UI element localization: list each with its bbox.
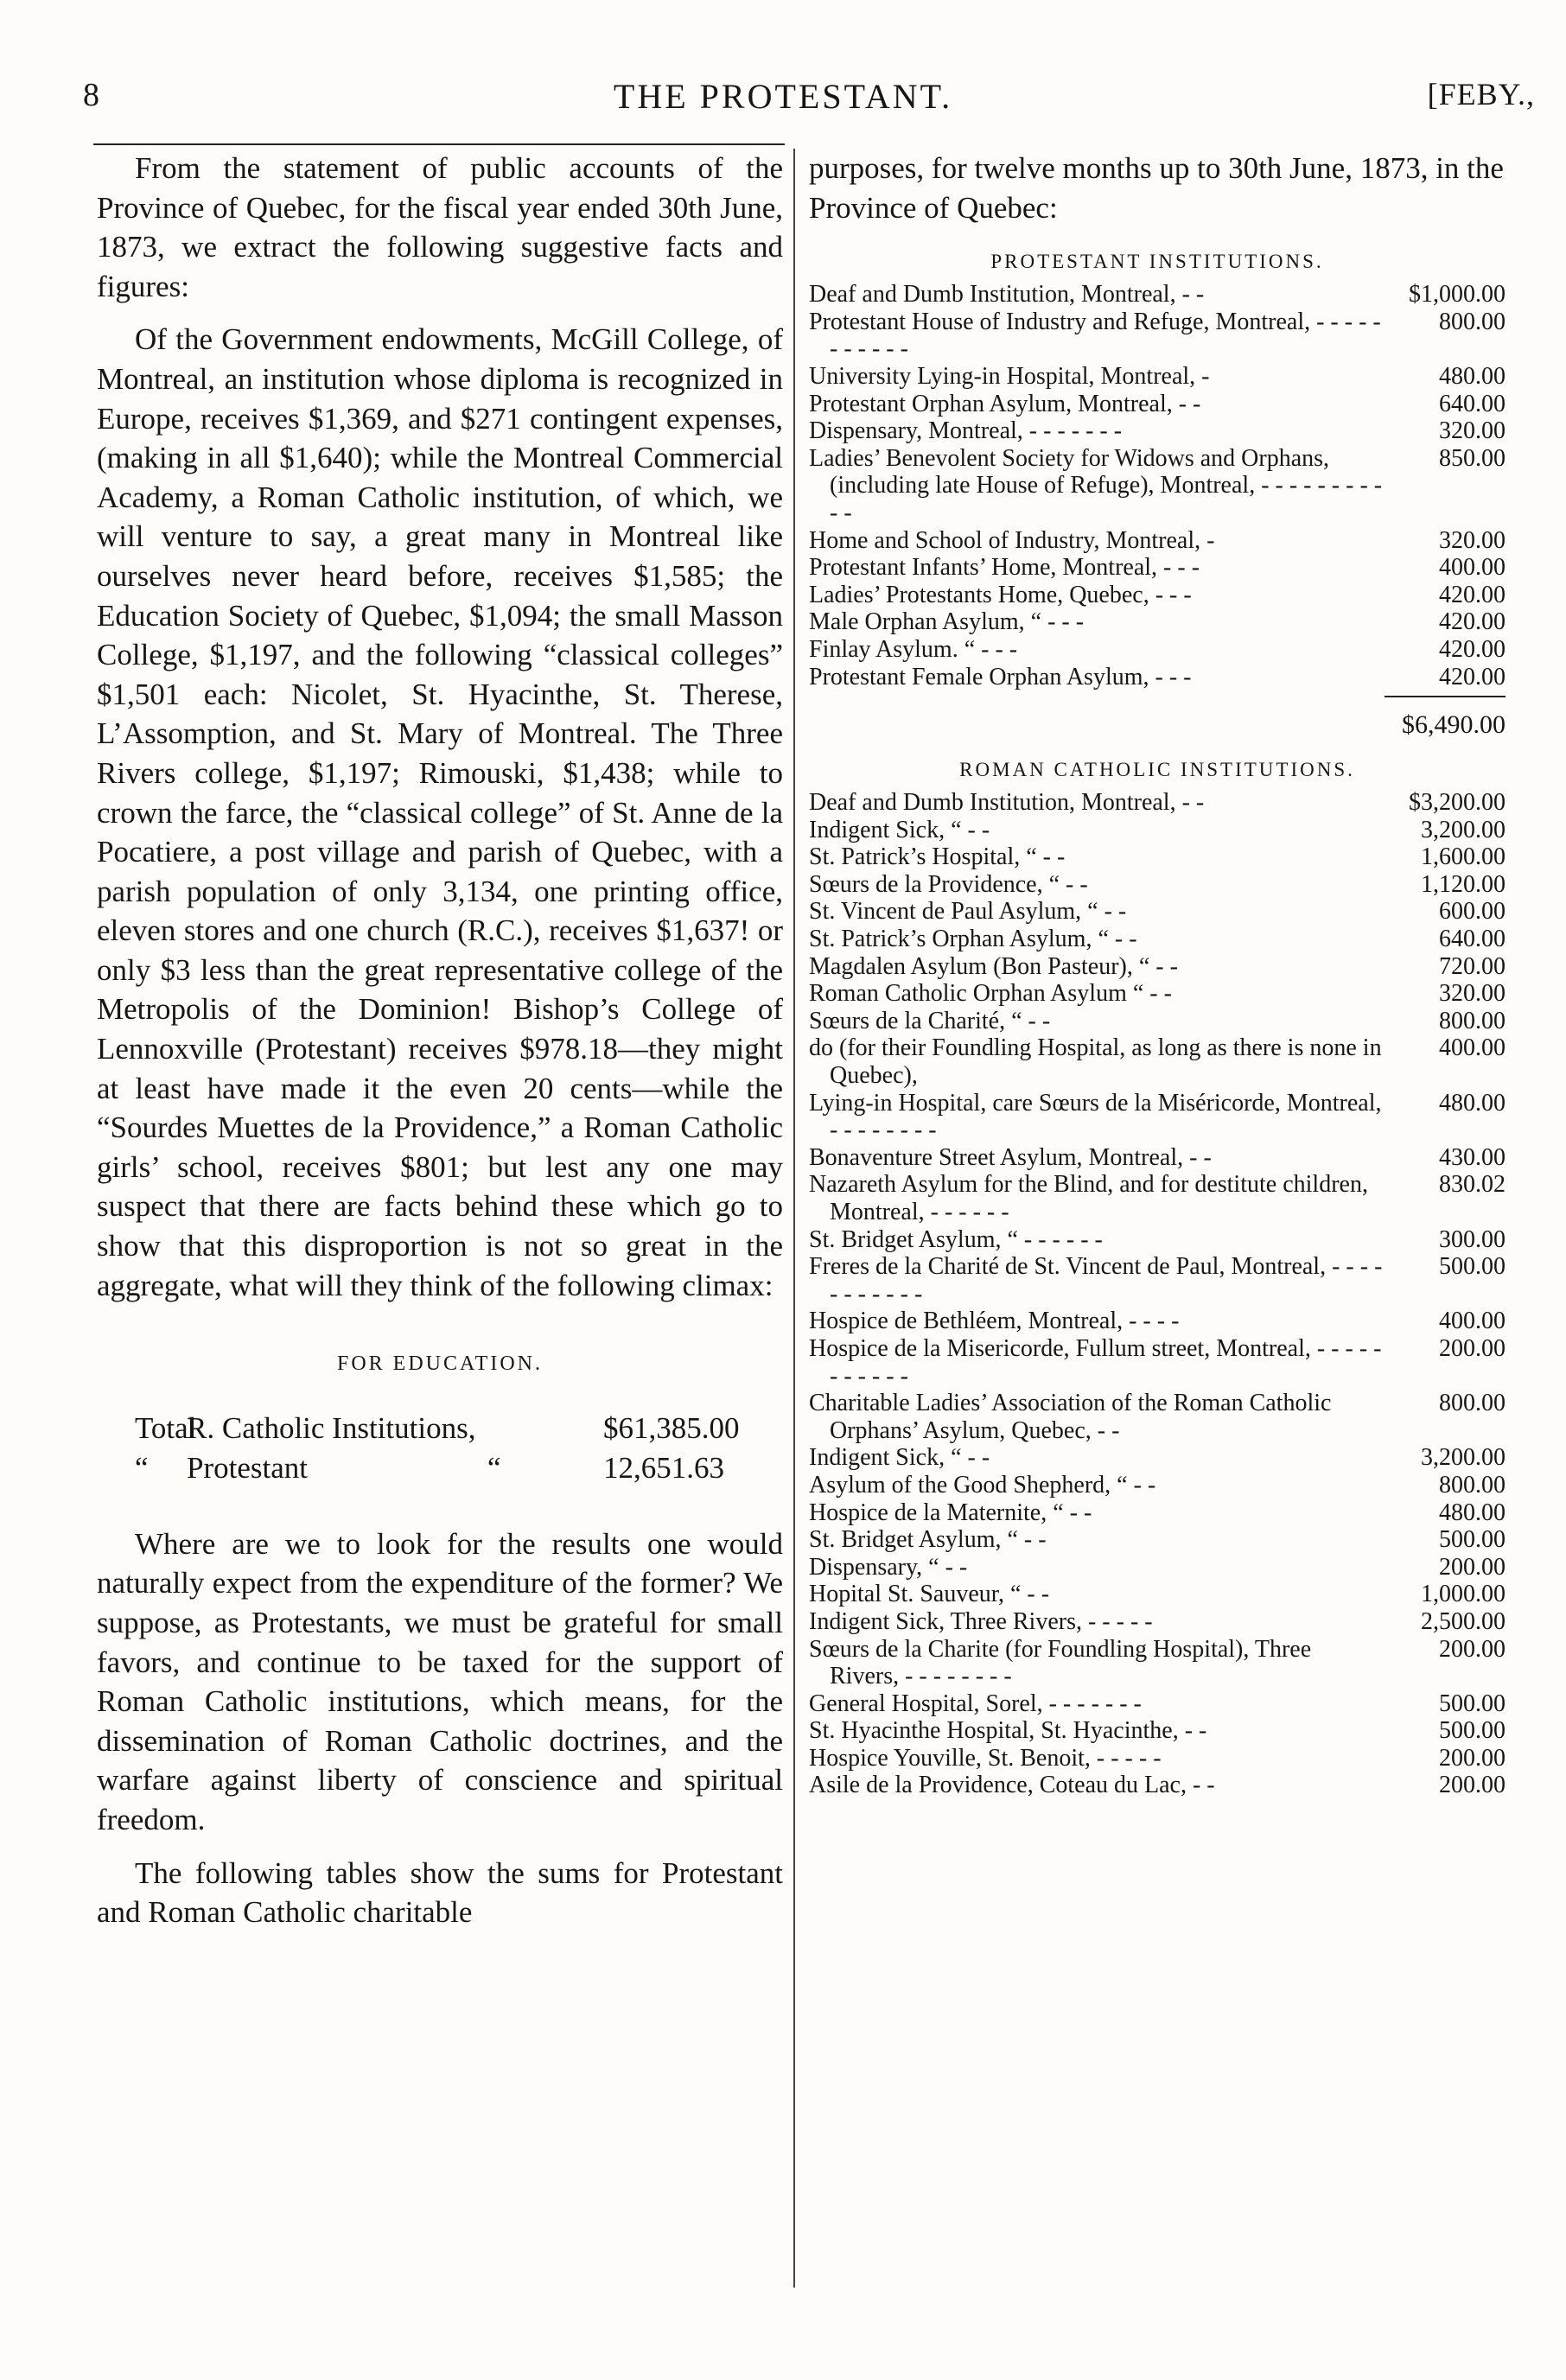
total-amount: $61,385.00: [603, 1410, 740, 1445]
institution-name: Hospice de la Maternite, “ - -: [809, 1499, 1092, 1526]
institution-name: Ladies’ Protestants Home, Quebec, - - -: [809, 581, 1192, 608]
table-row: [809, 1772, 1506, 1799]
amount: 320.00: [1439, 980, 1506, 1008]
amount: 1,600.00: [1421, 843, 1506, 871]
table-row: [809, 1472, 1506, 1499]
total-prefix: Total: [135, 1410, 197, 1445]
table-row: [809, 871, 1506, 899]
institution-name: Deaf and Dumb Institution, Montreal, - -: [809, 281, 1205, 309]
amount: 800.00: [1439, 1390, 1506, 1417]
left-column: [97, 149, 783, 1932]
amount: 420.00: [1439, 581, 1506, 608]
institution-name: Roman Catholic Orphan Asylum “ - -: [809, 980, 1172, 1008]
institution-name: Deaf and Dumb Institution, Montreal, - -: [809, 789, 1205, 817]
table-row: [809, 636, 1506, 664]
institution-name: Indigent Sick, Three Rivers, - - - - -: [809, 1607, 1153, 1635]
protestant-table: [809, 281, 1506, 690]
institution-name: Dispensary, “ - -: [809, 1553, 968, 1581]
amount: 500.00: [1439, 1253, 1506, 1281]
institution-name: Hopital St. Sauveur, “ - -: [809, 1581, 1050, 1608]
table-row: [809, 1526, 1506, 1554]
table-row: [809, 1226, 1506, 1254]
amount: 300.00: [1439, 1225, 1506, 1253]
institution-name: Asylum of the Good Shepherd, “ - -: [809, 1471, 1156, 1499]
institution-name: St. Hyacinthe Hospital, St. Hyacinthe, - -: [809, 1717, 1207, 1745]
right-intro: purposes, for twelve months up to 30th June, 1873, in the Province of Quebec:: [809, 151, 1504, 225]
table-row: [809, 445, 1506, 527]
education-total-row: [97, 1448, 783, 1488]
amount: 2,500.00: [1421, 1607, 1506, 1635]
amount: 3,200.00: [1421, 1444, 1506, 1472]
table-row: [809, 898, 1506, 926]
paragraph: The following tables show the sums for Protestant and Roman Catholic charitable: [97, 1855, 783, 1930]
catholic-table: [809, 789, 1506, 1799]
running-month: [FEBY.,: [1427, 77, 1535, 111]
institution-name: St. Bridget Asylum, “ - - - - - -: [809, 1225, 1103, 1253]
table-row: [809, 391, 1506, 418]
table-row: [809, 1390, 1506, 1444]
right-column: [809, 149, 1506, 1799]
amount: 850.00: [1439, 444, 1506, 472]
institution-name: Dispensary, Montreal, - - - - - - -: [809, 417, 1123, 445]
header-rule: [93, 143, 785, 145]
protestant-total: $6,490.00: [1402, 710, 1506, 740]
institution-name: St. Bridget Asylum, “ - -: [809, 1526, 1047, 1554]
amount: 800.00: [1439, 308, 1506, 335]
table-row: [809, 843, 1506, 871]
total-ditto: “: [487, 1450, 501, 1485]
amount: 1,120.00: [1421, 870, 1506, 898]
table-row: [809, 309, 1506, 363]
amount: 500.00: [1439, 1526, 1506, 1554]
amount: 420.00: [1439, 663, 1506, 690]
institution-name: Nazareth Asylum for the Blind, and for destitute children, Montreal, - - - - - -: [809, 1171, 1368, 1225]
table-row: [809, 1717, 1506, 1745]
amount: 200.00: [1439, 1334, 1506, 1362]
running-title: THE PROTESTANT.: [613, 77, 953, 116]
table-row: [809, 582, 1506, 609]
amount: 800.00: [1439, 1007, 1506, 1034]
amount: 320.00: [1439, 417, 1506, 445]
amount: 600.00: [1439, 898, 1506, 926]
institution-name: Bonaventure Street Asylum, Montreal, - -: [809, 1143, 1212, 1171]
amount: 200.00: [1439, 1635, 1506, 1663]
institution-name: Hospice de la Misericorde, Fullum street, Montreal, - - - - - - - - - - -: [809, 1334, 1382, 1390]
total-label: Protestant: [187, 1450, 308, 1485]
amount: 200.00: [1439, 1553, 1506, 1581]
institution-name: Indigent Sick, “ - -: [809, 816, 990, 843]
amount: 420.00: [1439, 635, 1506, 663]
amount: 400.00: [1439, 554, 1506, 582]
section-heading-protestant: PROTESTANT INSTITUTIONS.: [990, 251, 1324, 273]
amount: 400.00: [1439, 1308, 1506, 1335]
amount: 3,200.00: [1421, 816, 1506, 843]
institution-name: St. Patrick’s Orphan Asylum, “ - -: [809, 926, 1137, 953]
amount: 200.00: [1439, 1744, 1506, 1772]
amount: 400.00: [1439, 1034, 1506, 1062]
table-row: [809, 1581, 1506, 1608]
institution-name: Home and School of Industry, Montreal, -: [809, 526, 1215, 554]
total-amount: 12,651.63: [603, 1450, 724, 1485]
institution-name: Sœurs de la Charité, “ - -: [809, 1007, 1051, 1034]
table-row: [809, 1171, 1506, 1225]
institution-name: Finlay Asylum. “ - - -: [809, 635, 1018, 663]
amount: 430.00: [1439, 1143, 1506, 1171]
table-row: [809, 1144, 1506, 1172]
table-row: [809, 1608, 1506, 1636]
table-row: [809, 817, 1506, 844]
table-row: [809, 281, 1506, 309]
amount: 830.02: [1439, 1171, 1506, 1199]
table-row: [809, 417, 1506, 445]
institution-name: General Hospital, Sorel, - - - - - - -: [809, 1690, 1142, 1717]
column-divider: [793, 149, 795, 2288]
page-header: [0, 76, 1566, 128]
amount: 640.00: [1439, 390, 1506, 417]
table-row: [809, 789, 1506, 817]
table-row: [809, 608, 1506, 636]
amount: 480.00: [1439, 1499, 1506, 1526]
institution-name: do (for their Foundling Hospital, as long as there is none in Quebec),: [809, 1034, 1382, 1090]
amount: 480.00: [1439, 1089, 1506, 1117]
section-heading-catholic: ROMAN CATHOLIC INSTITUTIONS.: [959, 759, 1355, 781]
amount: 1,000.00: [1421, 1581, 1506, 1608]
table-row: [809, 1253, 1506, 1308]
institution-name: Ladies’ Benevolent Society for Widows and Orphans, (including late House of Refuge), Montreal, - - - - - - - - - - -: [809, 444, 1383, 526]
table-row: [809, 953, 1506, 981]
amount: 420.00: [1439, 608, 1506, 636]
table-row: [809, 1745, 1506, 1772]
table-row: [809, 1554, 1506, 1581]
institution-name: Protestant Infants’ Home, Montreal, - - -: [809, 554, 1200, 582]
institution-name: St. Vincent de Paul Asylum, “ - -: [809, 898, 1127, 926]
paragraph: From the statement of public accounts of the Province of Quebec, for the fiscal year ended 30th June, 1873, we extract the following suggestive facts and figures:: [97, 151, 783, 303]
institution-name: Asile de la Providence, Coteau du Lac, - -: [809, 1772, 1215, 1799]
amount: 200.00: [1439, 1772, 1506, 1799]
table-row: [809, 1034, 1506, 1089]
table-row: [809, 1308, 1506, 1335]
institution-name: Lying-in Hospital, care Sœurs de la Miséricorde, Montreal, - - - - - - - -: [809, 1089, 1382, 1144]
institution-name: Sœurs de la Charite (for Foundling Hospital), Three Rivers, - - - - - - - -: [809, 1635, 1312, 1690]
table-row: [809, 1090, 1506, 1144]
table-row: [809, 980, 1506, 1008]
page-number: 8: [83, 77, 99, 113]
institution-name: Male Orphan Asylum, “ - - -: [809, 608, 1085, 636]
table-row: [809, 1008, 1506, 1035]
total-label: R. Catholic Institutions,: [187, 1410, 476, 1445]
institution-name: St. Patrick’s Hospital, “ - -: [809, 843, 1066, 871]
institution-name: Indigent Sick, “ - -: [809, 1444, 990, 1472]
amount: 500.00: [1439, 1690, 1506, 1717]
table-row: [809, 664, 1506, 691]
education-total-row: [97, 1409, 783, 1448]
table-row: [809, 363, 1506, 391]
table-row: [809, 1690, 1506, 1718]
institution-name: University Lying-in Hospital, Montreal, -: [809, 362, 1210, 390]
institution-name: Freres de la Charité de St. Vincent de Paul, Montreal, - - - - - - - - - - -: [809, 1253, 1383, 1308]
institution-name: Sœurs de la Providence, “ - -: [809, 870, 1088, 898]
table-row: [809, 1444, 1506, 1472]
amount: 640.00: [1439, 926, 1506, 953]
amount: $1,000.00: [1409, 281, 1506, 309]
amount: $3,200.00: [1409, 789, 1506, 817]
amount: 320.00: [1439, 526, 1506, 554]
table-row: [809, 1499, 1506, 1527]
section-heading-education: FOR EDUCATION.: [336, 1352, 543, 1376]
total-prefix: “: [135, 1450, 149, 1485]
institution-name: Hospice de Bethléem, Montreal, - - - -: [809, 1308, 1180, 1335]
institution-name: Protestant Orphan Asylum, Montreal, - -: [809, 390, 1201, 417]
institution-name: Charitable Ladies’ Association of the Roman Catholic Orphans’ Asylum, Quebec, - -: [809, 1390, 1332, 1444]
institution-name: Protestant Female Orphan Asylum, - - -: [809, 663, 1192, 690]
table-row: [809, 1335, 1506, 1390]
institution-name: Hospice Youville, St. Benoit, - - - - -: [809, 1744, 1162, 1772]
table-row: [809, 554, 1506, 582]
amount: 500.00: [1439, 1717, 1506, 1745]
institution-name: Magdalen Asylum (Bon Pasteur), “ - -: [809, 952, 1178, 980]
table-row: [809, 1636, 1506, 1690]
amount: 720.00: [1439, 952, 1506, 980]
table-row: [809, 527, 1506, 555]
amount: 800.00: [1439, 1471, 1506, 1499]
paragraph: Where are we to look for the results one would naturally expect from the expenditure of the former? We suppose, as Protestants, we must be grateful for small favors, and continue to be taxed for the support of Roman Catholic institutions, which means, for the dissemination of Roman Catholic doctrines, and the warfare against liberty of conscience and spiritual freedom.: [97, 1526, 783, 1836]
amount: 480.00: [1439, 362, 1506, 390]
table-row: [809, 926, 1506, 953]
institution-name: Protestant House of Industry and Refuge, Montreal, - - - - - - - - - - -: [809, 308, 1381, 363]
paragraph: Of the Government endowments, McGill College, of Montreal, an institution whose diploma is recognized in Europe, receives $1,369, and $271 contingent expenses, (making in all $1,640); while the Montreal Commercial Academy, a Roman Catholic institution, of which, we will venture to say, a great many in Montreal like ourselves never heard before, receives $1,585; the Education Society of Quebec, $1,094; the small Masson College, $1,197, and the following “classical colleges” $1,501 each: Nicolet, St. Hyacinthe, St. Therese, L’Assomption, and St. Mary of Montreal. The Three Rivers college, $1,197; Rimouski, $1,438; while to crown the farce, the “classical college” of St. Anne de la Pocatiere, a post village and parish of Quebec, with a parish population of only 3,134, one printing office, eleven stores and one church (R.C.), receives $1,637! or only $3 less than the great representative college of the Metropolis of the Dominion! Bishop’s College of Lennoxville (Protestant) receives $978.18—they might at least have made it the even 20 cents—while the “Sourdes Muettes de la Providence,” a Roman Catholic girls’ school, receives $801; but lest any one may suspect that there are facts behind these which go to show that this disproportion is not so great in the aggregate, what will they think of the following climax:: [97, 322, 783, 1302]
